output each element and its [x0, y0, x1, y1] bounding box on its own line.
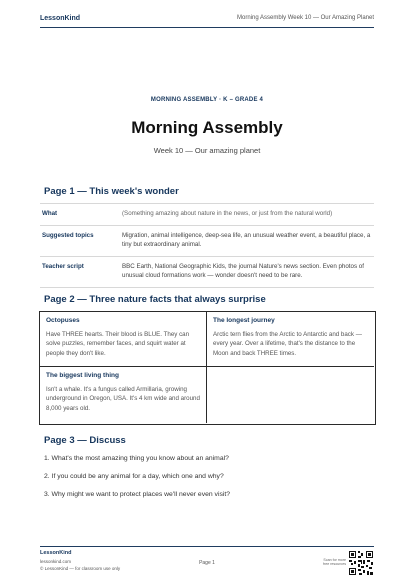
fact-body: Arctic tern flies from the Arctic to Antarctic and back — every year. Over a lifetime, that's the distance to the Moon and back THREE times. — [213, 331, 362, 357]
section-1-heading: Page 1 — This week's wonder — [44, 186, 179, 197]
section-3-heading: Page 3 — Discuss — [44, 435, 126, 446]
row-label-what: What — [40, 204, 120, 226]
discussion-question: 2. If you could be any animal for a day, which one and why? — [44, 473, 224, 480]
qr-caption: Scan for more free resources — [323, 558, 346, 567]
header-document-title: Morning Assembly Week 10 — Our Amazing Planet — [237, 15, 374, 21]
footer-copyright: © LessonKind — for classroom use only — [40, 566, 121, 571]
fact-card-octopuses — [40, 312, 207, 367]
page-subtitle: Week 10 — Our amazing planet — [153, 146, 261, 155]
page-number: Page 1 — [199, 560, 215, 566]
fact-body: Have THREE hearts. Their blood is BLUE. They can solve puzzles, remember faces, and squirt water at people they don't like. — [46, 331, 190, 357]
page-header — [0, 0, 414, 30]
fact-card-empty — [207, 367, 374, 423]
row-value-suggested-topics: Migration, animal intelligence, deep-sea life, an unusual weather event, a beautiful place, a tiny but extraordinary animal. — [120, 225, 374, 256]
qr-code-icon[interactable] — [348, 550, 374, 576]
wonder-info-table — [40, 203, 374, 288]
row-label-teacher-script: Teacher script — [40, 256, 120, 287]
header-brand[interactable]: LessonKind — [40, 15, 81, 22]
fact-card-longest-journey — [207, 312, 374, 367]
page-title: Morning Assembly — [131, 118, 283, 137]
header-divider — [40, 27, 374, 28]
fact-title: The biggest living thing — [46, 372, 119, 379]
discussion-question: 3. Why might we want to protect places we'll never even visit? — [44, 491, 231, 498]
table-row — [40, 256, 374, 287]
table-row — [40, 225, 374, 256]
row-value-what: (Something amazing about nature in the news, or just from the natural world) — [120, 204, 374, 226]
section-2-heading: Page 2 — Three nature facts that always surprise — [44, 294, 266, 305]
fact-card-biggest-living-thing — [40, 367, 207, 423]
fact-title: The longest journey — [213, 317, 275, 324]
row-value-teacher-script: BBC Earth, National Geographic Kids, the journal Nature's news section. Even photos of unusual cloud formations work — wonder doesn't need to be rare. — [120, 256, 374, 287]
hero-eyebrow: MORNING ASSEMBLY · K – GRADE 4 — [150, 97, 264, 103]
facts-grid — [39, 311, 376, 425]
fact-body: Isn't a whale. It's a fungus called Armillaria, growing underground in Oregon, USA. It's 4 km wide and around 8,000 years old. — [46, 386, 200, 412]
footer-brand: LessonKind — [40, 550, 72, 556]
footer-url-link[interactable]: lessonkind.com — [40, 559, 72, 564]
table-row — [40, 204, 374, 226]
fact-title: Octopuses — [46, 317, 80, 324]
row-label-suggested-topics: Suggested topics — [40, 225, 120, 256]
discussion-question: 1. What's the most amazing thing you know about an animal? — [44, 455, 229, 462]
footer-divider — [40, 546, 374, 547]
